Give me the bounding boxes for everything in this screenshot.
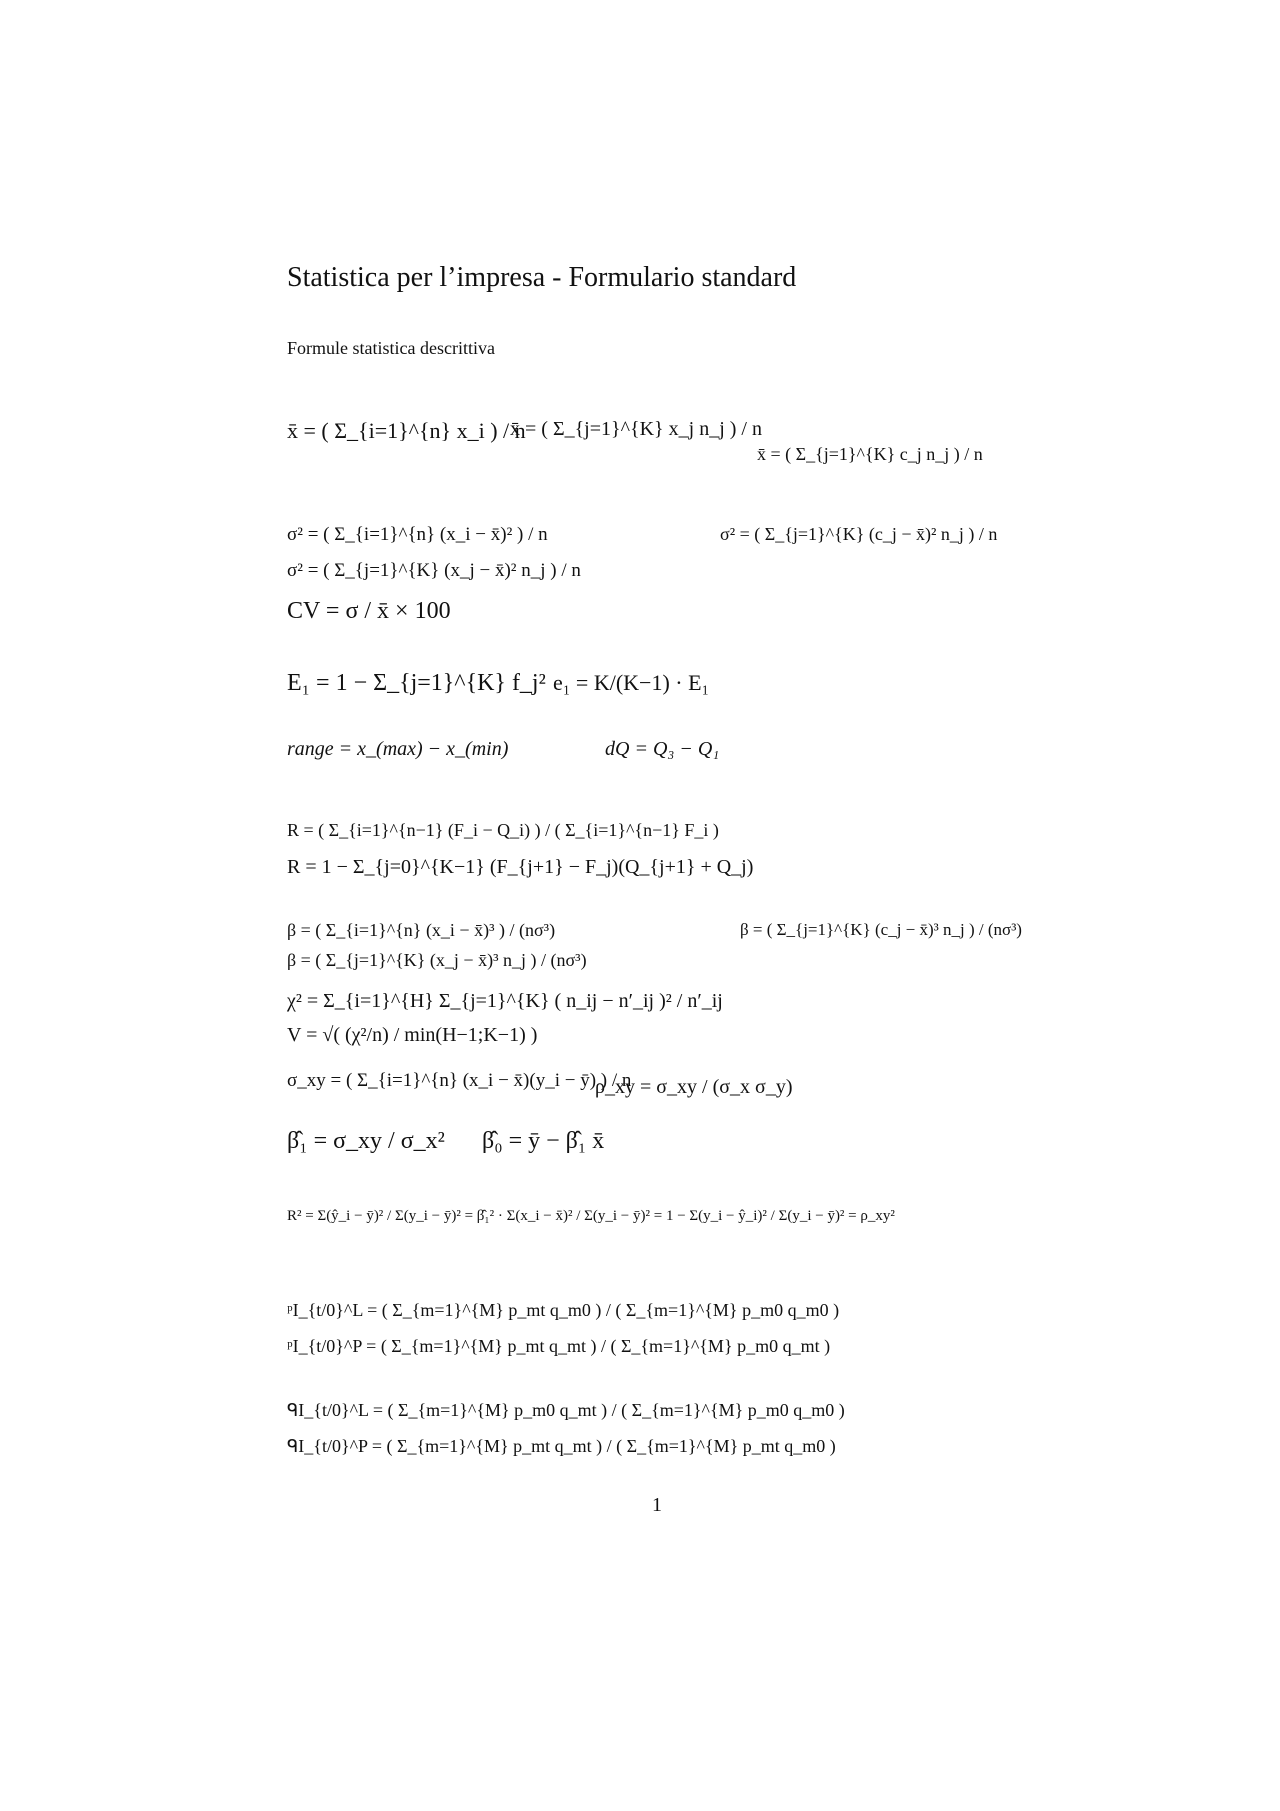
document-title: Statistica per l’impresa - Formulario standard: [287, 262, 797, 293]
formula-mean-freq: x̄ = ( Σ_{j=1}^{K} x_j n_j ) / n: [510, 418, 762, 440]
formula-r-squared: R² = Σ(ŷ_i − ȳ)² / Σ(y_i − ȳ)² = β̂₁² · Σ(x_i − x̄)² / Σ(y_i − ȳ)² = 1 − Σ(y_i − ŷ_i)² / Σ(y_i − ȳ)² = ρ_xy²: [287, 1208, 895, 1224]
formula-cramer-v: V = √( (χ²/n) / min(H−1;K−1) ): [287, 1024, 538, 1046]
formula-beta1-hat: β̂₁ = σ_xy / σ_x²: [287, 1128, 445, 1154]
formula-var-classes: σ² = ( Σ_{j=1}^{K} (c_j − x̄)² n_j ) / n: [720, 524, 998, 544]
formula-e1-normalized: e₁ = K/(K−1) · E₁: [553, 670, 710, 695]
page-number: 1: [652, 1494, 662, 1516]
formula-cv: CV = σ / x̄ × 100: [287, 598, 451, 624]
formula-range: range = x_(max) − x_(min): [287, 738, 509, 760]
section-heading: Formule statistica descrittiva: [287, 338, 495, 358]
formula-correlation: ρ_xy = σ_xy / (σ_x σ_y): [595, 1076, 793, 1098]
formula-laspeyres-price: ᵖI_{t/0}^L = ( Σ_{m=1}^{M} p_mt q_m0 ) / ( Σ_{m=1}^{M} p_m0 q_m0 ): [287, 1300, 840, 1320]
formula-paasche-price: ᵖI_{t/0}^P = ( Σ_{m=1}^{M} p_mt q_mt ) / ( Σ_{m=1}^{M} p_m0 q_mt ): [287, 1336, 831, 1356]
formula-laspeyres-quantity: ᑫI_{t/0}^L = ( Σ_{m=1}^{M} p_m0 q_mt ) / ( Σ_{m=1}^{M} p_m0 q_m0 ): [287, 1400, 845, 1420]
formula-beta-freq: β = ( Σ_{j=1}^{K} (x_j − x̄)³ n_j ) / (nσ³): [287, 950, 587, 970]
formula-dq: dQ = Q₃ − Q₁: [605, 738, 720, 760]
formula-mean-classes: x̄ = ( Σ_{j=1}^{K} c_j n_j ) / n: [757, 444, 983, 464]
formula-chi-square: χ² = Σ_{i=1}^{H} Σ_{j=1}^{K} ( n_ij − n′_ij )² / n′_ij: [287, 990, 723, 1012]
formula-mean-raw: x̄ = ( Σ_{i=1}^{n} x_i ) / n: [287, 418, 526, 443]
formula-beta-raw: β = ( Σ_{i=1}^{n} (x_i − x̄)³ ) / (nσ³): [287, 920, 556, 940]
formula-beta-classes: β = ( Σ_{j=1}^{K} (c_j − x̄)³ n_j ) / (nσ³): [740, 920, 1022, 939]
formula-gini-r: R = ( Σ_{i=1}^{n−1} (F_i − Q_i) ) / ( Σ_{i=1}^{n−1} F_i ): [287, 820, 719, 840]
formula-var-freq: σ² = ( Σ_{j=1}^{K} (x_j − x̄)² n_j ) / n: [287, 560, 581, 581]
formula-paasche-quantity: ᑫI_{t/0}^P = ( Σ_{m=1}^{M} p_mt q_mt ) / ( Σ_{m=1}^{M} p_mt q_m0 ): [287, 1436, 836, 1456]
formula-var-raw: σ² = ( Σ_{i=1}^{n} (x_i − x̄)² ) / n: [287, 524, 548, 545]
formula-gini-r-alt: R = 1 − Σ_{j=0}^{K−1} (F_{j+1} − F_j)(Q_{j+1} + Q_j): [287, 856, 754, 878]
formula-beta0-hat: β̂₀ = ȳ − β̂₁ x̄: [482, 1128, 605, 1154]
formula-e1: E₁ = 1 − Σ_{j=1}^{K} f_j²: [287, 670, 546, 696]
formula-covariance: σ_xy = ( Σ_{i=1}^{n} (x_i − x̄)(y_i − ȳ) ) / n: [287, 1070, 632, 1091]
